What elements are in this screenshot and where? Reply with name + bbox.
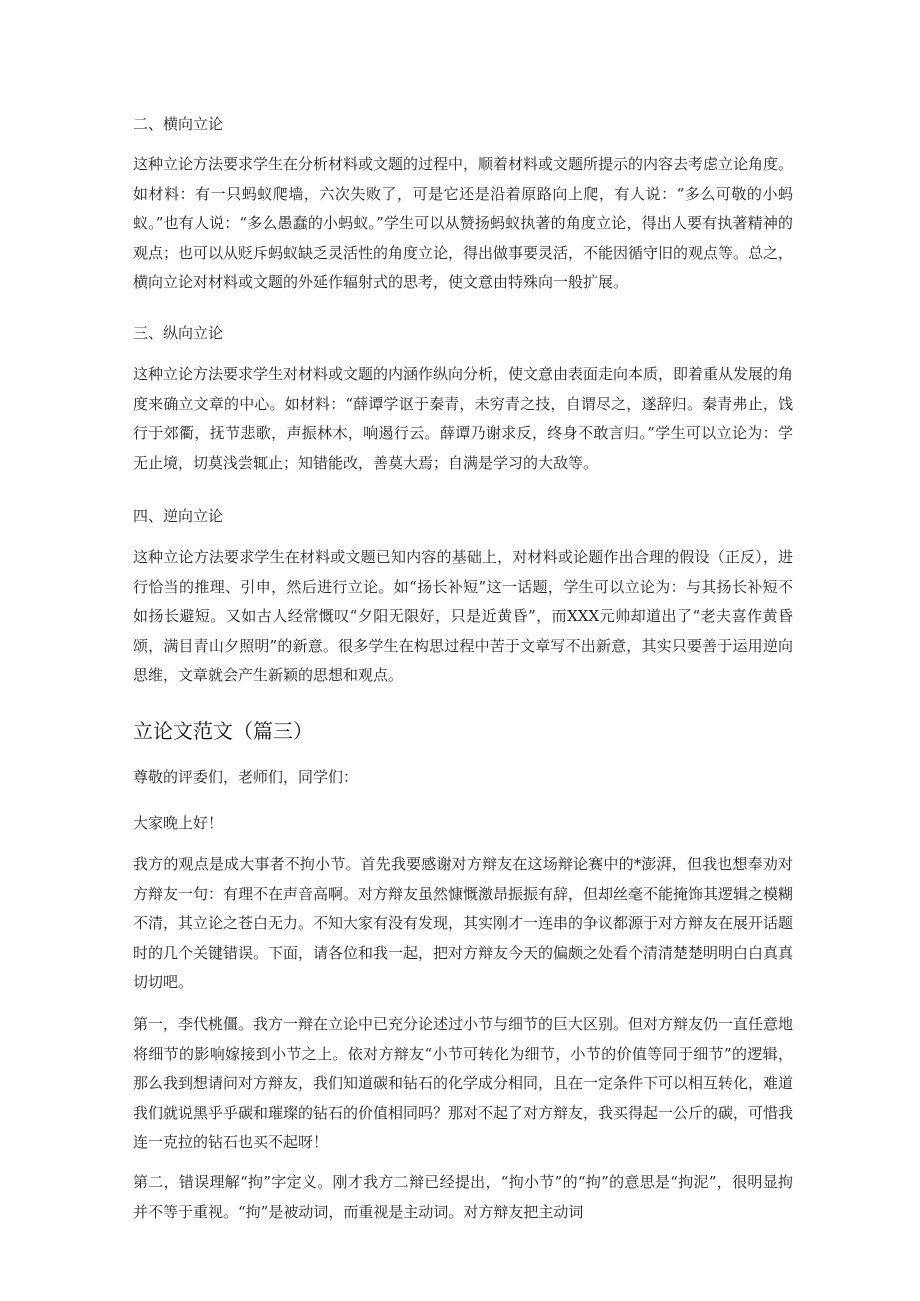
section-heading-reverse: 四、逆向立论 (133, 507, 224, 525)
section-heading-horizontal: 二、横向立论 (133, 115, 224, 133)
essay-paragraph-2: 第一，李代桃僵。我方一辩在立论中已充分论述过小节与细节的巨大区别。但对方辩友仍一直任意地将细节的影响嫁接到小节之上。依对方辩友“小节可转化为细节，小节的价值等同于细节”的逻辑，那么我到想请问对方辩友，我们知道碳和钻石的化学成分相同，且在一定条件下可以相互转化，难道我们就说黑乎乎碳和璀璨的钻石的价值相同吗？那对不起了对方辩友，我买得起一公斤的碳，可惜我连一克拉的钻石也买不起呀！ (133, 1015, 794, 1151)
section-heading-vertical: 三、纵向立论 (133, 324, 224, 342)
section-body-horizontal: 这种立论方法要求学生在分析材料或文题的过程中，顺着材料或文题所提示的内容去考虑立论角度。如材料：有一只蚂蚁爬墙，六次失败了，可是它还是沿着原路向上爬，有人说：“多么可敬的小蚂蚁。”也有人说：“多么愚蠢的小蚂蚁。”学生可以从赞扬蚂蚁执著的角度立论，得出人要有执著精神的观点；也可以从贬斥蚂蚁缺乏灵活性的角度立论，得出做事要灵活，不能因循守旧的观点等。总之，横向立论对材料或文题的外延作辐射式的思考，使文意由特殊向一般扩展。 (133, 155, 794, 291)
essay-salutation: 尊敬的评委们，老师们，同学们： (133, 768, 359, 786)
section-body-vertical: 这种立论方法要求学生对材料或文题的内涵作纵向分析，使文意由表面走向本质，即着重从发展的角度来确立文章的中心。如材料：“薛谭学讴于秦青，未穷青之技，自谓尽之，遂辞归。秦青弗止，饯行于郊衢，抚节悲歌，声振林木，响遏行云。薛谭乃谢求反，终身不敢言归。”学生可以立论为：学无止境，切莫浅尝辄止；知错能改，善莫大焉；自满是学习的大敌等。 (133, 365, 794, 472)
essay-title: 立论文范文（篇三） (133, 719, 313, 743)
section-body-reverse: 这种立论方法要求学生在材料或文题已知内容的基础上，对材料或论题作出合理的假设（正反），进行恰当的推理、引申，然后进行立论。如“扬长补短”这一话题，学生可以立论为：与其扬长补短不如扬长避短。又如古人经常慨叹“夕阳无限好，只是近黄昏”，而XXX元帅却道出了“老夫喜作黄昏颂，满目青山夕照明”的新意。很多学生在构思过程中苦于文章写不出新意，其实只要善于运用逆向思维，文章就会产生新颖的思想和观点。 (133, 548, 793, 684)
essay-paragraph-1: 我方的观点是成大事者不拘小节。首先我要感谢对方辩友在这场辩论赛中的*澎湃，但我也想奉劝对方辩友一句：有理不在声音高啊。对方辩友虽然慷慨激昂振振有辞，但却丝毫不能掩饰其逻辑之模糊不清，其立论之苍白无力。不知大家有没有发现，其实刚才一连串的争议都源于对方辩友在展开话题时的几个关键错误。下面，请各位和我一起，把对方辩友今天的偏颇之处看个清清楚楚明明白白真真切切吧。 (133, 855, 794, 991)
essay-greeting: 大家晚上好！ (133, 814, 224, 832)
essay-paragraph-3: 第二，错误理解“拘”字定义。刚才我方二辩已经提出，“拘小节”的“拘”的意思是“拘泥”，很明显拘并不等于重视。“拘”是被动词，而重视是主动词。对方辩友把主动词 (133, 1173, 793, 1221)
